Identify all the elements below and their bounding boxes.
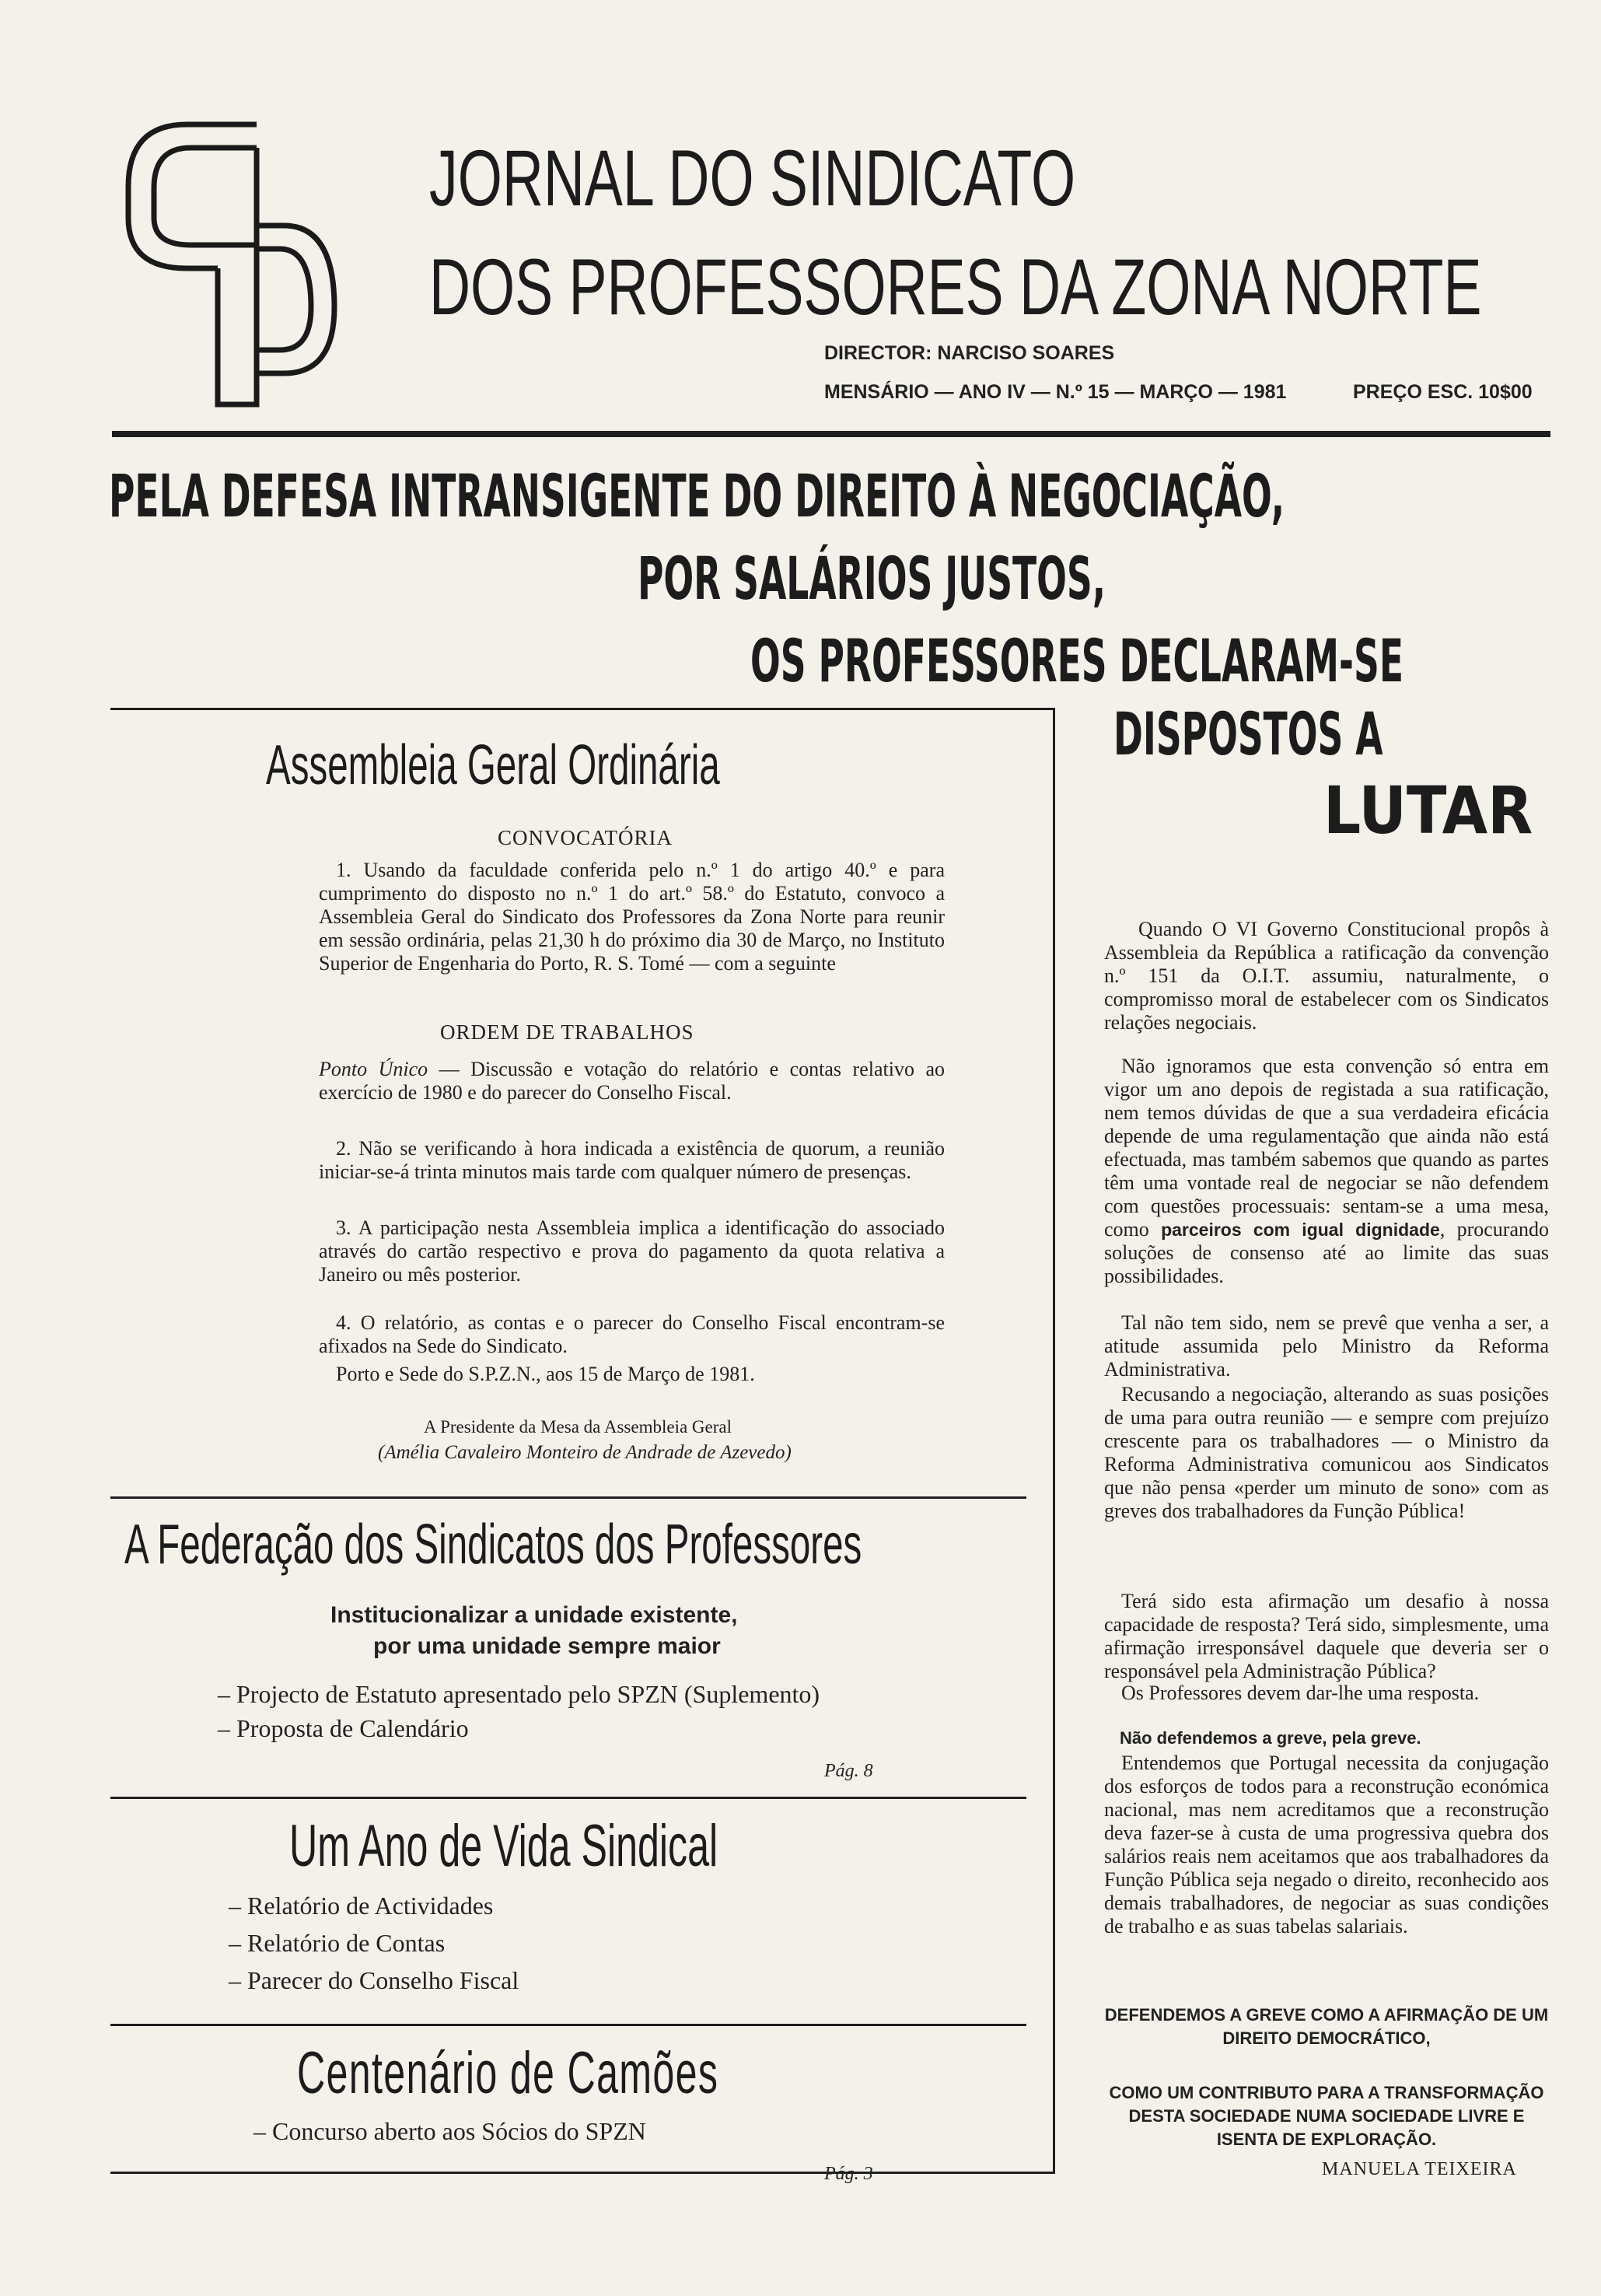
section-divider	[110, 2024, 1026, 2026]
director-credit: DIRECTOR: NARCISO SOARES	[824, 342, 1115, 364]
federacao-title: A Federação dos Sindicatos dos Professores	[124, 1514, 862, 1576]
vida-sindical-item-2: – Relatório de Contas	[229, 1929, 446, 1957]
box-bottom-rule	[110, 2172, 1055, 2174]
section-divider	[110, 1797, 1026, 1799]
masthead-title-line2: DOS PROFESSORES DA ZONA NORTE	[429, 243, 1482, 331]
section-divider	[110, 1496, 1026, 1499]
page-reference: Pág. 8	[824, 1761, 873, 1781]
assembleia-paragraph-3: 3. A participação nesta Assembleia implica a identificação do associado através do cartão respectivo e prova do pagamento da quota relativa a Janeiro ou mês posterior.	[319, 1216, 945, 1286]
federacao-item-2: – Proposta de Calendário	[218, 1714, 469, 1742]
masthead-rule	[112, 431, 1550, 437]
camoes-title: Centenário de Camões	[297, 2040, 719, 2106]
box-top-rule	[110, 708, 1055, 710]
article-statement-2: COMO UM CONTRIBUTO PARA A TRANSFORMAÇÃO DESTA SOCIEDADE NUMA SOCIEDADE LIVRE E ISENTA DE EXPLORAÇÃO.	[1109, 2083, 1544, 2149]
article-paragraph-2a: Não ignoramos que esta convenção só entra em vigor um ano depois de registada a sua ratificação, nem temos dúvidas de que a sua verdadeira eficácia depende de uma regulamentação que ainda não está efectuada, mas também sabemos que quando as partes têm uma vontade real de negociar se não defendem com questões processuais: sentam-se a uma mesa, como	[1104, 1055, 1549, 1241]
price: PREÇO ESC. 10$00	[1353, 381, 1533, 403]
headline-line5: LUTAR	[1323, 772, 1533, 849]
masthead-title-line1: JORNAL DO SINDICATO	[429, 134, 1076, 222]
convocatoria-heading: CONVOCATÓRIA	[498, 826, 673, 849]
page-reference: Pág. 3	[824, 2164, 873, 2184]
headline-line2: POR SALÁRIOS JUSTOS,	[638, 544, 1106, 613]
article-paragraph-2	[1104, 1055, 1549, 1288]
headline-line4: DISPOSTOS A	[1113, 699, 1383, 768]
article-paragraph-4: Recusando a negociação, alterando as suas posições de uma para outra reunião — e sempre com prejuízo crescente para os trabalhadores — o Ministro da Reforma Administrativa comunicou aos Sindicatos que não pensa «perder um minuto de sono» com as greves dos trabalhadores da Função Pública!	[1104, 1383, 1549, 1522]
article-paragraph-1: Quando O VI Governo Constitucional propôs à Assembleia da República a ratificação da convenção n.º 151 da O.I.T. assumiu, naturalmente, o compromisso moral de estabelecer com os Sindicatos relações negociais.	[1104, 918, 1549, 1034]
headline-line1: PELA DEFESA INTRANSIGENTE DO DIREITO À NEGOCIAÇÃO,	[109, 461, 1285, 530]
headline-line3: OS PROFESSORES DECLARAM-SE	[750, 626, 1403, 695]
vida-sindical-item-3: – Parecer do Conselho Fiscal	[229, 1966, 519, 1994]
signatory-name: (Amélia Cavaleiro Monteiro de Andrade de Azevedo)	[378, 1442, 792, 1463]
spzn-logo	[117, 117, 350, 412]
place-date: Porto e Sede do S.P.Z.N., aos 15 de Março de 1981.	[336, 1363, 755, 1385]
article-statement-1: DEFENDEMOS A GREVE COMO A AFIRMAÇÃO DE UM DIREITO DEMOCRÁTICO,	[1104, 2005, 1549, 2048]
vida-sindical-title: Um Ano de Vida Sindical	[289, 1813, 718, 1879]
federacao-item-1: – Projecto de Estatuto apresentado pelo SPZN (Suplemento)	[218, 1680, 820, 1708]
article-paragraph-6: Os Professores devem dar-lhe uma resposta.	[1121, 1682, 1480, 1704]
ordem-heading: ORDEM DE TRABALHOS	[440, 1020, 694, 1044]
assembleia-paragraph-4: 4. O relatório, as contas e o parecer do Conselho Fiscal encontram-se afixados na Sede do Sindicato.	[319, 1311, 945, 1357]
box-side-rule	[1053, 708, 1055, 2174]
article-paragraph-2b: , procurando soluções de consenso até ao limite das suas possibilidades.	[1104, 1218, 1549, 1287]
ponto-unico	[319, 1058, 945, 1104]
article-paragraph-7: Não defendemos a greve, pela greve.	[1120, 1728, 1421, 1748]
ponto-unico-text: — Discussão e votação do relatório e contas relativo ao exercício de 1980 e do parecer do Conselho Fiscal.	[319, 1058, 945, 1104]
issue-info: MENSÁRIO — ANO IV — N.º 15 — MARÇO — 1981	[824, 381, 1287, 403]
article-paragraph-8: Entendemos que Portugal necessita da conjugação dos esforços de todos para a reconstrução económica nacional, mas nem acreditamos que a reconstrução deva fazer-se à custa de uma progressiva quebra dos salários reais nem aceitamos que aos trabalhadores da Função Pública seja negado o direito, reconhecido aos demais trabalhadores, de negociar as suas condições de trabalho e as suas tabelas salariais.	[1104, 1752, 1549, 1937]
article-emphasis: parceiros com igual dignidade	[1161, 1220, 1440, 1240]
ponto-unico-label: Ponto Único	[319, 1058, 428, 1080]
federacao-subtitle-2: por uma unidade sempre maior	[373, 1633, 721, 1659]
signatory-title: A Presidente da Mesa da Assembleia Geral	[424, 1417, 732, 1437]
camoes-item-1: – Concurso aberto aos Sócios do SPZN	[253, 2117, 646, 2145]
assembleia-title: Assembleia Geral Ordinária	[266, 734, 720, 796]
assembleia-paragraph-1: 1. Usando da faculdade conferida pelo n.º 1 do artigo 40.º e para cumprimento do disposto no n.º 1 do art.º 58.º do Estatuto, convoco a Assembleia Geral do Sindicato dos Professores da Zona Norte para reunir em sessão ordinária, pelas 21,30 h do próximo dia 30 de Março, no Instituto Superior de Engenharia do Porto, R. S. Tomé — com a seguinte	[319, 859, 945, 975]
article-author: MANUELA TEIXEIRA	[1322, 2159, 1517, 2179]
vida-sindical-item-1: – Relatório de Actividades	[229, 1892, 494, 1920]
article-paragraph-3: Tal não tem sido, nem se prevê que venha a ser, a atitude assumida pelo Ministro da Reforma Administrativa.	[1104, 1311, 1549, 1381]
assembleia-paragraph-2: 2. Não se verificando à hora indicada a existência de quorum, a reunião iniciar-se-á trinta minutos mais tarde com qualquer número de presenças.	[319, 1137, 945, 1183]
federacao-subtitle-1: Institucionalizar a unidade existente,	[330, 1602, 738, 1628]
article-paragraph-5: Terá sido esta afirmação um desafio à nossa capacidade de resposta? Terá sido, simplesmente, uma afirmação irresponsável daquele que deveria ser o responsável pela Administração Pública?	[1104, 1590, 1549, 1682]
